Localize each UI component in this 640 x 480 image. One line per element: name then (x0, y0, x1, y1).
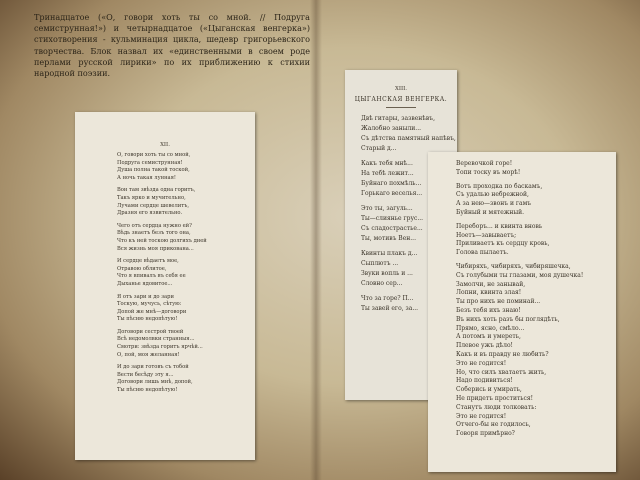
poem-line: Приливаетъ къ сердцу кровь, (456, 240, 550, 248)
poem-line: Съ удалью небрежной, (456, 191, 529, 199)
poem-line: Но, что силъ хватаетъ жить, (456, 368, 547, 376)
poem-line: Это не годится! (456, 359, 507, 367)
poem-line: Станутъ люди толковать: (456, 403, 537, 411)
poem-body (117, 152, 255, 395)
poem-line: Съ сладострастье... (361, 225, 423, 232)
poem-line: Тоскую, мучусь, сѣтую: (117, 301, 182, 308)
poem-line: Договори сестрой твоей (117, 328, 184, 335)
poem-line: Дразня его язвительно. (117, 210, 183, 217)
poem-number: XII. (160, 142, 170, 148)
poem-line: О, пой, моя желанная! (117, 351, 180, 358)
poem-line: Ты пѣсню недопѣтую! (117, 387, 178, 394)
poem-xii-clipping (75, 112, 255, 460)
poem-line: Плевое ужъ дѣло! (456, 342, 513, 350)
poem-line: Безъ тебя ихъ знаю! (456, 306, 521, 314)
poem-line: Вотъ проходка по баскамъ, (456, 182, 543, 190)
poem-line: Звуки вопль и ... (361, 270, 413, 277)
poem-line: Топи тоску въ морѣ! (456, 168, 521, 176)
poem-line: А ночь такая лунная! (117, 174, 176, 181)
poem-line: Словно сер... (361, 280, 403, 287)
caption-text (34, 12, 310, 79)
book-spine (310, 0, 322, 480)
poem-line: Жалобно заныли... (361, 125, 422, 132)
poem-line: Надо подивиться! (456, 377, 513, 385)
title-rule (386, 107, 416, 108)
poem-line: Веревочкой горе! (456, 160, 513, 167)
poem-line: Что за горе? П... (361, 295, 414, 302)
poem-title: ЦЫГАНСКАЯ ВЕНГЕРКА. (354, 96, 448, 103)
poem-line: Квинты плакъ д... (361, 250, 418, 257)
poem-line: Буйный и мятежный. (456, 208, 525, 216)
poem-line: Лучами сердце шевелитъ, (117, 202, 190, 209)
poem-continuation-clipping (428, 152, 616, 472)
poem-line: Голова пылаетъ. (456, 249, 509, 257)
poem-line: Какъ тебя мнѣ... (361, 160, 413, 167)
poem-line: О, говори хоть ты со мной, (117, 152, 191, 158)
poem-line: Отравою облитое, (117, 265, 167, 272)
poem-line: И сердце вѣдаетъ мое, (117, 258, 179, 265)
poem-line: Замолчи, не занывай, (456, 280, 526, 288)
poem-line: Чего отъ сердца нужно ей? (117, 222, 192, 229)
poem-line: Лопни, квинта злая! (456, 289, 522, 297)
poem-line: Это не годится! (456, 412, 507, 420)
poem-line: Договори лишь мнѣ, допой, (117, 379, 193, 386)
poem-line: Горькаго веселья... (361, 190, 423, 197)
poem-line: Это ты, загуль... (361, 205, 413, 212)
poem-line: Смотри: звѣзда горитъ ярчѣй... (117, 344, 203, 351)
poem-line: Какъ и въ правду не любить? (456, 350, 549, 358)
poem-line: Старый д... (361, 145, 397, 152)
poem-line: Буйнаго похмѣль... (361, 180, 422, 187)
poem-line: Ты завей его, за... (361, 305, 419, 312)
poem-line: Переборъ... и квинта вновь (456, 222, 543, 230)
poem-line: Соберись и умирать, (456, 386, 522, 394)
poem-line: Сыплютъ ... (361, 260, 399, 267)
caption-paragraph: Тринадцатое («О, говори хоть ты со мной. // Подруга семиструнная!») и четырнадцатое («Цыганская венгерка») стихотворения - кульминация цикла, шедевр григорьевского творчества. Блок назвал их «единственными в своем роде перлами русской лирики» по их приближению к стихии народной поэзии. (34, 12, 310, 79)
poem-line: А за нею—звонъ и гамъ (456, 200, 532, 208)
poem-line: Не придетъ проститься! (456, 394, 534, 402)
poem-line: Такъ ярко и мучительно, (117, 194, 186, 201)
poem-line: Въ нихъ хоть разъ бы поглядѣть, (456, 315, 560, 323)
poem-line: Вон там звѣзда одна горитъ, (117, 187, 196, 194)
poem-line: Чибиряхъ, чибиряхъ, чибиряшечка, (456, 262, 571, 270)
poem-line: Подруга семиструнная! (117, 159, 183, 166)
poem-line: Вся жизнь моя прикована... (117, 245, 194, 252)
poem-line: Я отъ зари и до зари (117, 293, 174, 300)
poem-line: Всѣ недомолвки странныя... (117, 336, 195, 343)
poem-line: Отчего-бы не годилось, (456, 421, 531, 429)
poem-line: Вѣдь знаетъ безъ того она, (117, 230, 191, 237)
poem-body (456, 160, 616, 439)
poem-line: Съ голубыми ты глазами, моя душечка! (456, 271, 584, 279)
poem-line: Ты, мотивъ Вен... (361, 235, 416, 242)
poem-line: Дыханье ядовитое... (117, 280, 173, 287)
poem-line: Что я впивалъ въ себя ее (117, 273, 186, 280)
poem-line: Съ дѣтства памятный напѣвъ, (361, 135, 456, 142)
poem-line: Ноетъ—завываетъ; (456, 231, 517, 239)
poem-line: Ты про нихъ не поминай... (456, 298, 541, 306)
poem-line: Что къ ней тоскою долгихъ дней (117, 237, 207, 244)
poem-line: Вести бесѣду эту я... (117, 371, 174, 378)
poem-line: На тебѣ лежит... (361, 170, 414, 177)
poem-line: Говоря примѣрно? (456, 430, 515, 438)
poem-line: И до зари готовъ съ тобой (117, 364, 189, 371)
poem-line: Душа полна такой тоской, (117, 167, 190, 174)
poem-line: Ты—слиянье грус... (361, 215, 424, 222)
poem-line: А потомъ и умереть, (456, 333, 521, 341)
poem-line: Прямо, ясно, смѣло... (456, 324, 525, 332)
poem-line: Ты пѣсню недопѣтую! (117, 316, 178, 323)
poem-number: XIII. (395, 86, 407, 92)
poem-line: Допой же мнѣ—договори (117, 308, 187, 315)
poem-line: Двѣ гитары, зазвенѣвъ, (361, 115, 436, 122)
